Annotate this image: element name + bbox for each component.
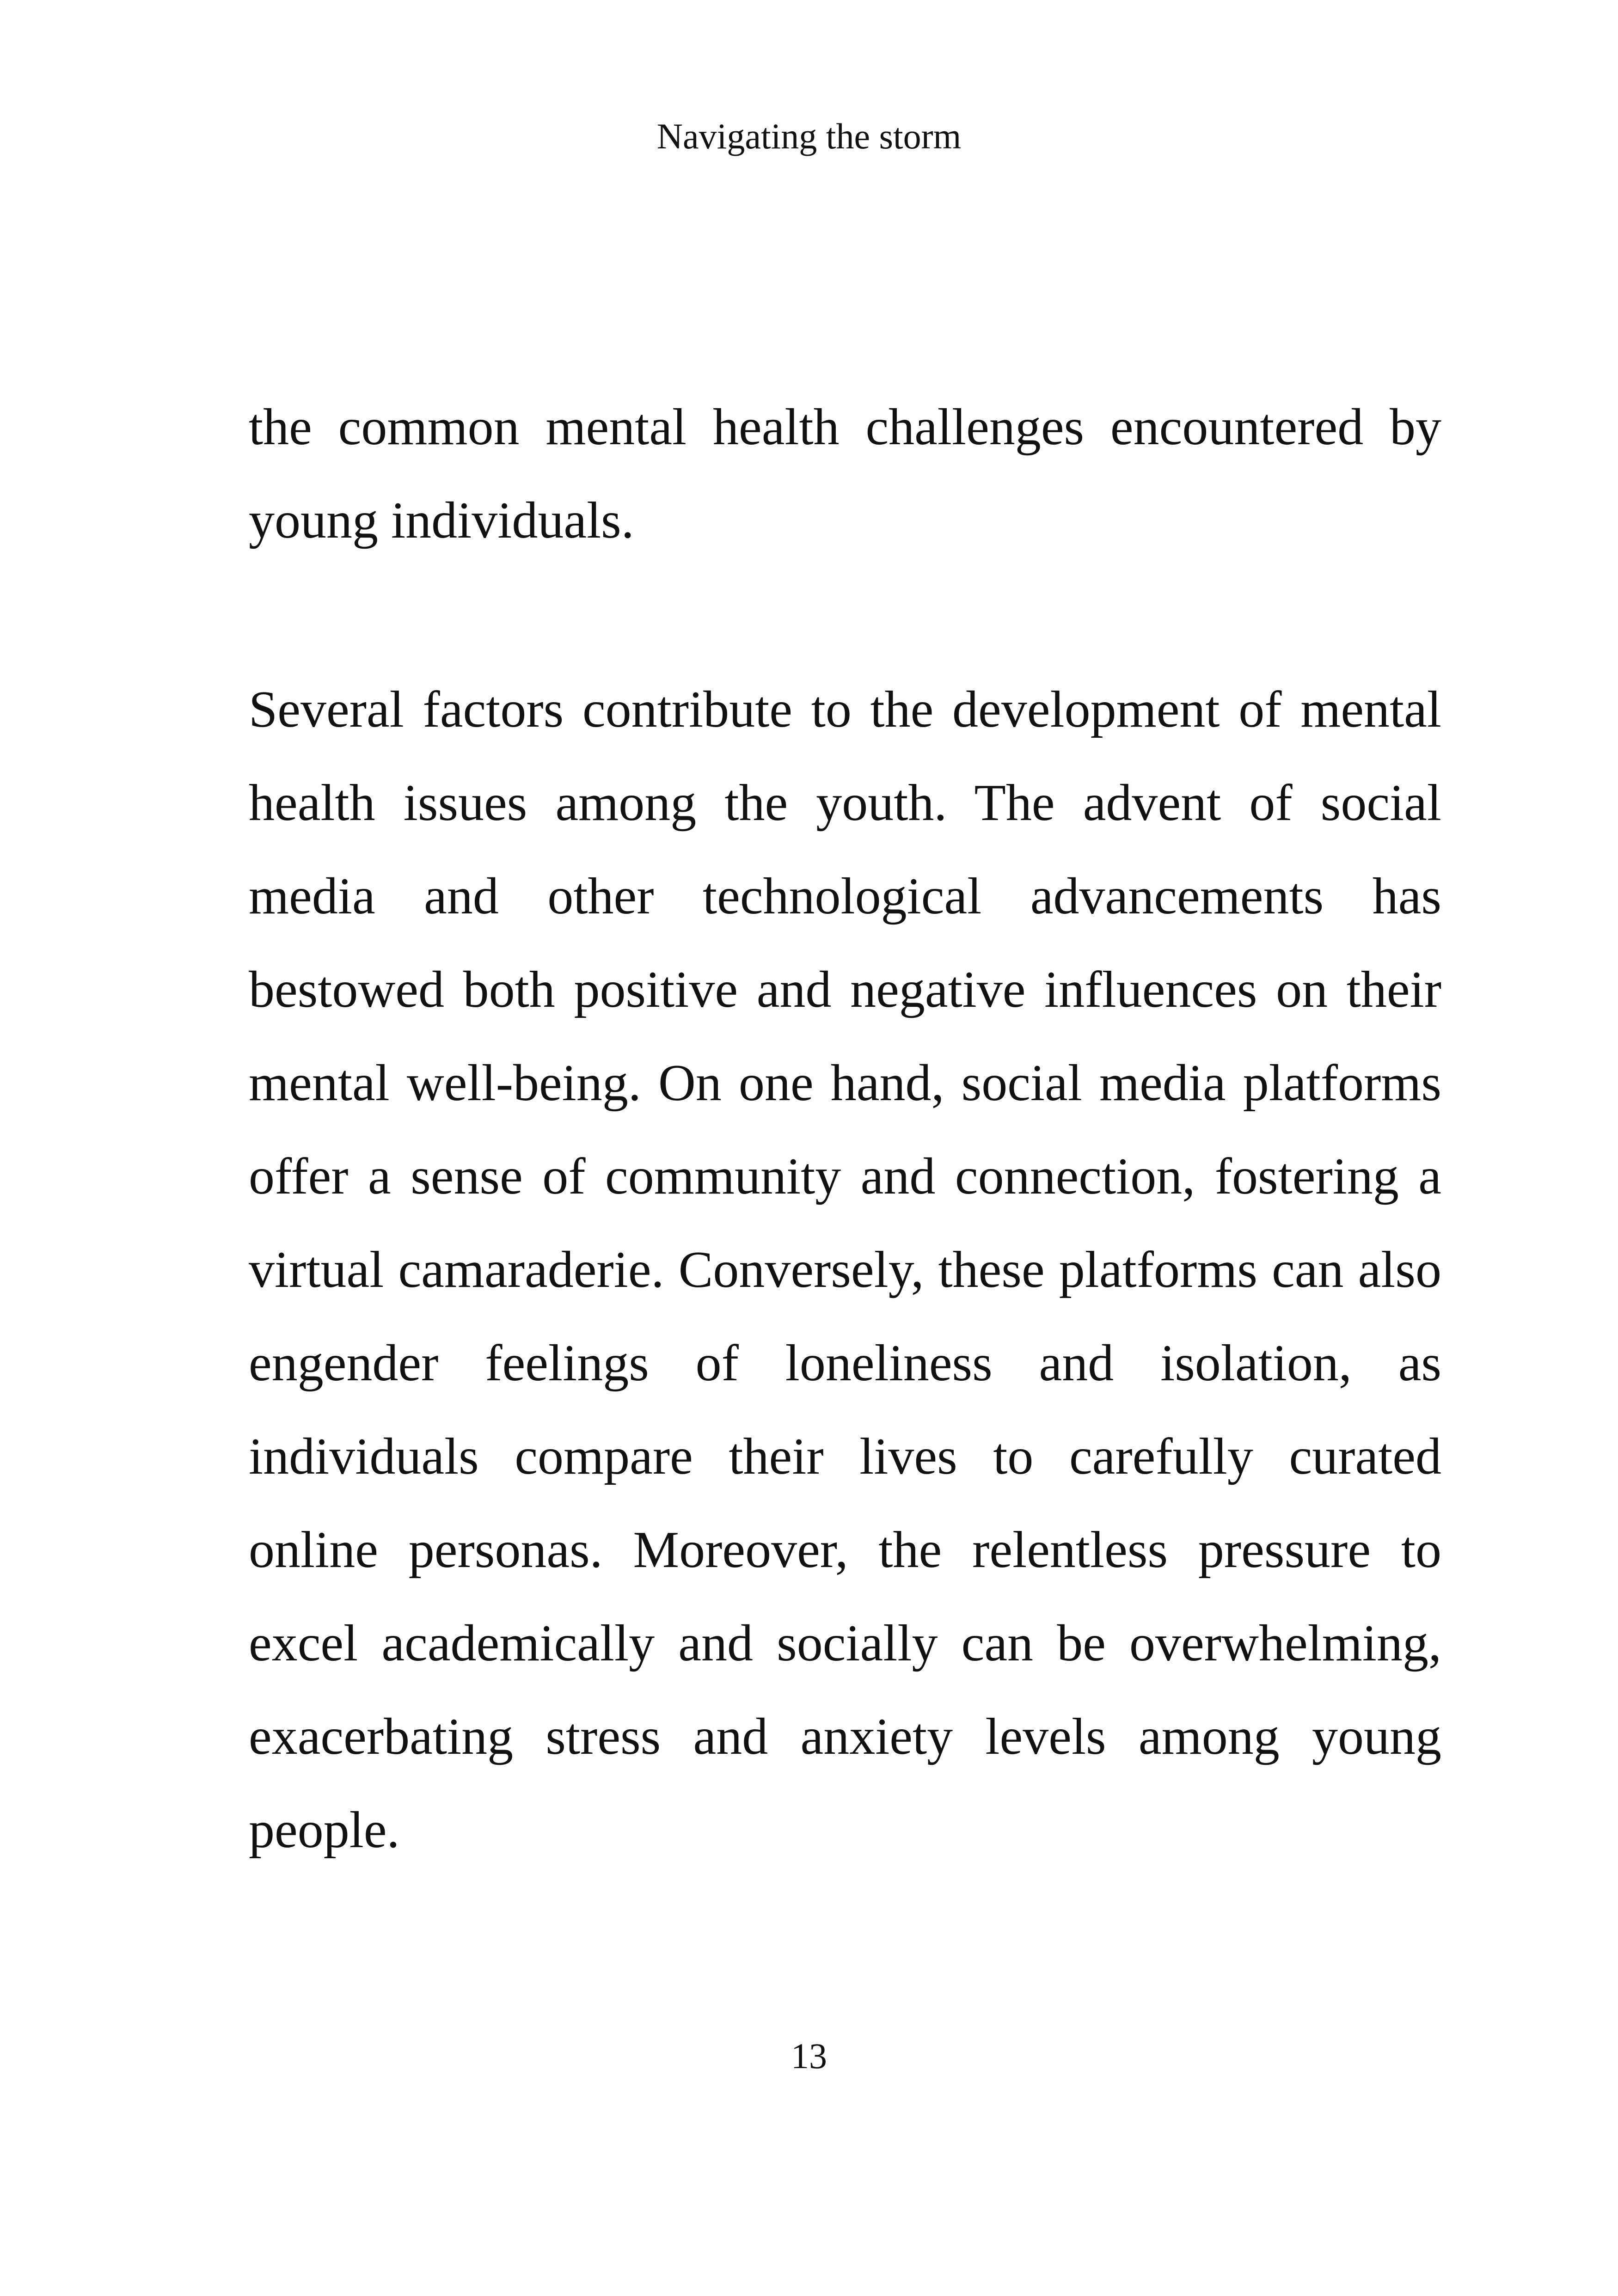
running-header: Navigating the storm — [656, 116, 962, 156]
paragraph-contributing-factors: Several factors contribute to the development of mental health issues among the youth. The advent of social media and other technological advancements has bestowed both positive and negative influences on their mental well-being. On one hand, social media platforms offer a sense of community and connection, fostering a virtual camaraderie. Conversely, these platforms can also engender feelings of loneliness and isolation, as individuals compare their lives to carefully curated online personas. Moreover, the relentless pressure to excel academically and socially can be overwhelming, exacerbating stress and anxiety levels among young people. — [249, 681, 1441, 1859]
page-number: 13 — [791, 2036, 827, 2076]
paragraph-continuation: the common mental health challenges encountered by young individuals. — [249, 398, 1441, 549]
